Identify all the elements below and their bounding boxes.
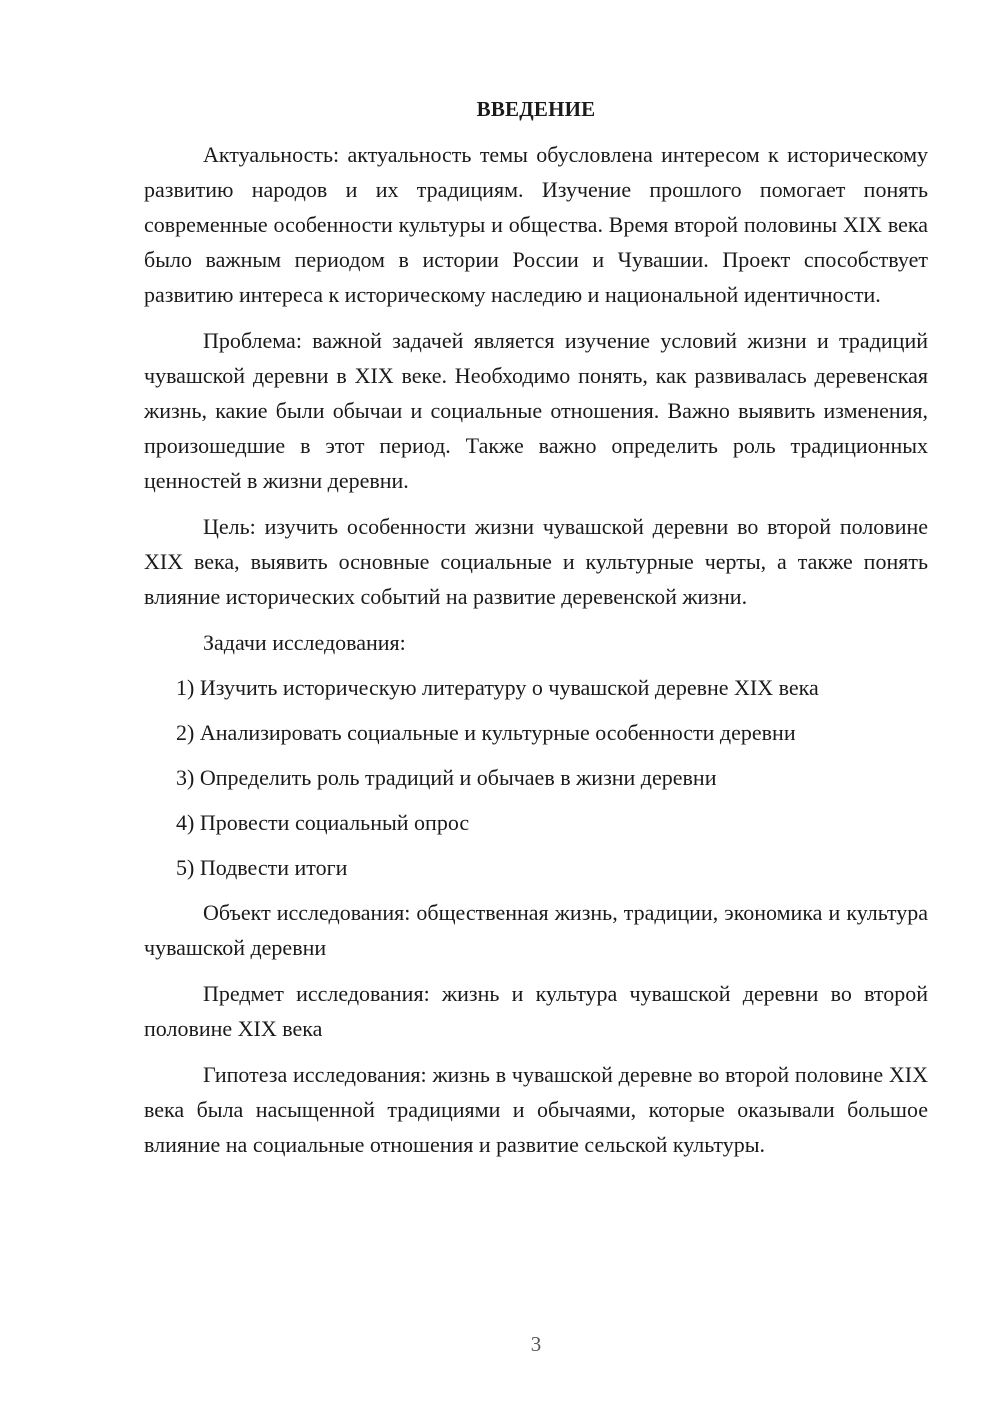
- page-title: ВВЕДЕНИЕ: [476, 97, 596, 121]
- task-item: 4) Провести социальный опрос: [176, 810, 470, 835]
- relevance-paragraph: Актуальность: актуальность темы обусловлена интересом к историческому развитию народов и их традициям. Изучение прошлого помогает понять современные особенности культуры и общества. Время второй половины XIX века было важным периодом в истории России и Чувашии. Проект способствует развитию интереса к историческому наследию и национальной идентичности.: [144, 142, 928, 307]
- tasks-heading: Задачи исследования:: [203, 630, 406, 655]
- subject-paragraph: Предмет исследования: жизнь и культура чувашской деревни во второй половине XIX века: [144, 981, 928, 1041]
- object-paragraph: Объект исследования: общественная жизнь, традиции, экономика и культура чувашской деревни: [144, 900, 928, 960]
- hypothesis-paragraph: Гипотеза исследования: жизнь в чувашской деревне во второй половине XIX века была насыщенной традициями и обычаями, которые оказывали большое влияние на социальные отношения и развитие сельской культуры.: [144, 1062, 928, 1157]
- task-item: 1) Изучить историческую литературу о чувашской деревне XIX века: [176, 675, 819, 700]
- task-item: 5) Подвести итоги: [176, 855, 348, 880]
- page-number: 3: [530, 1332, 542, 1356]
- task-item: 3) Определить роль традиций и обычаев в жизни деревни: [176, 765, 717, 790]
- problem-paragraph: Проблема: важной задачей является изучение условий жизни и традиций чувашской деревни в XIX веке. Необходимо понять, как развивалась деревенская жизнь, какие были обычаи и социальные отношения. Важно выявить изменения, произошедшие в этот период. Также важно определить роль традиционных ценностей в жизни деревни.: [144, 328, 928, 493]
- task-item: 2) Анализировать социальные и культурные особенности деревни: [176, 720, 796, 745]
- document-page: [144, 92, 928, 1173]
- tasks-list: [144, 670, 928, 885]
- goal-paragraph: Цель: изучить особенности жизни чувашской деревни во второй половине XIX века, выявить основные социальные и культурные черты, а также понять влияние исторических событий на развитие деревенской жизни.: [144, 514, 928, 609]
